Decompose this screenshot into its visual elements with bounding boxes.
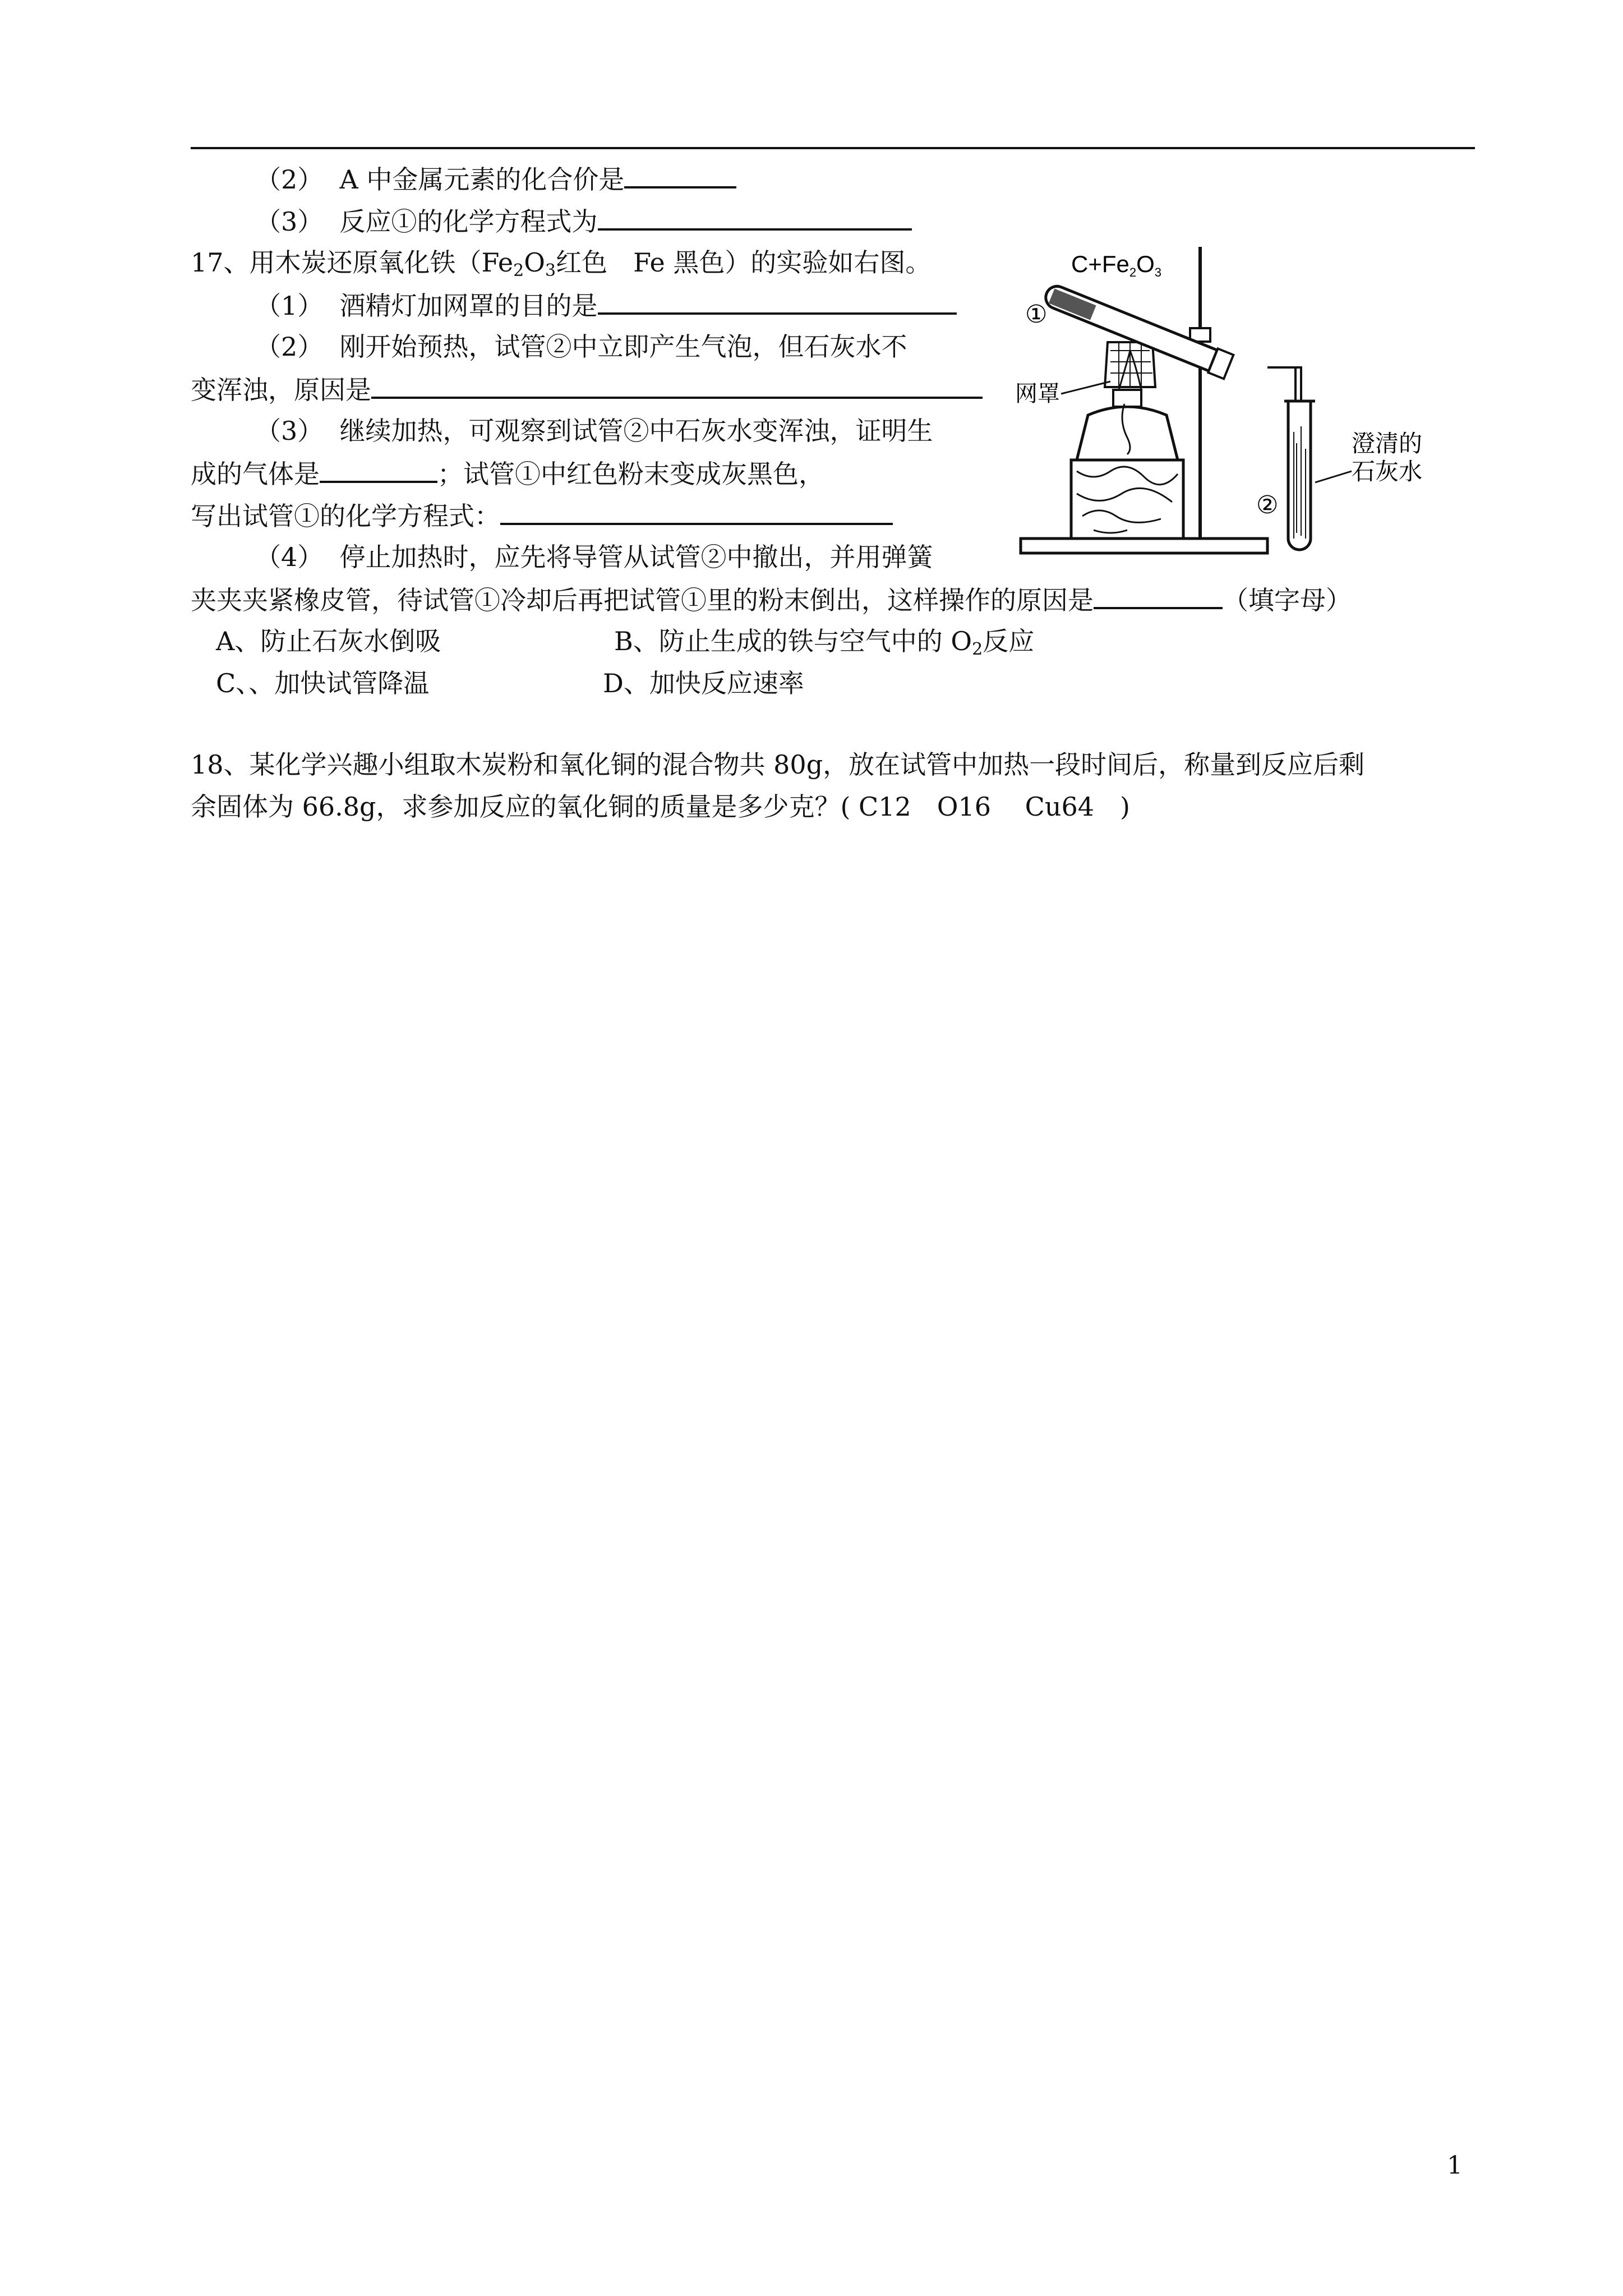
- experiment-apparatus-figure: [1009, 247, 1486, 561]
- q17-stem-text: 红色 Fe 黑色）的实验如右图。: [556, 247, 932, 278]
- subscript: 3: [545, 261, 556, 280]
- answer-blank[interactable]: [598, 205, 912, 231]
- option-d: [603, 668, 804, 699]
- answer-blank[interactable]: [500, 499, 893, 525]
- q17-part3-text: 写出试管①的化学方程式：: [191, 501, 500, 531]
- q17-stem-text: O: [524, 247, 545, 278]
- option-a: [216, 625, 441, 657]
- lamp-neck: [1113, 390, 1141, 407]
- q17-part2: [255, 331, 907, 362]
- answer-blank[interactable]: [624, 163, 736, 188]
- q17-part2-text: 刚开始预热，试管②中立即产生气泡，但石灰水不: [339, 332, 907, 362]
- q17-part3-continued: [191, 457, 824, 490]
- delivery-tube: [1267, 367, 1301, 404]
- option-d-text: D、加快反应速率: [603, 668, 804, 698]
- q16-part3-text: 反应①的化学方程式为: [339, 206, 598, 237]
- q17-stem: [191, 247, 931, 278]
- limewater-pointer: [1315, 471, 1352, 482]
- answer-blank[interactable]: [320, 457, 437, 483]
- q17-part2-text: 变浑浊，原因是: [191, 375, 371, 405]
- stand-base: [1021, 539, 1267, 553]
- q17-part2-number: （2）: [255, 332, 324, 362]
- reactants-label: C+Fe2O3: [1071, 251, 1162, 279]
- q18-text: 18、某化学兴趣小组取木炭粉和氧化铜的混合物共 80g，放在试管中加热一段时间后，称量到反应后剩: [191, 749, 1365, 780]
- limewater-label-line2: 石灰水: [1352, 458, 1423, 485]
- test-tube-2: [1284, 401, 1315, 550]
- q17-part2-continued: [191, 373, 983, 406]
- alcohol-lamp: [1077, 407, 1178, 460]
- q17-part3: [255, 415, 933, 447]
- answer-blank[interactable]: [1094, 583, 1223, 609]
- tube-2-label: ②: [1256, 491, 1279, 519]
- option-b: [614, 625, 1034, 657]
- q16-part2-number: （2）: [255, 164, 324, 195]
- option-c: [216, 668, 429, 699]
- subscript: 2: [513, 261, 524, 280]
- q17-part4: [255, 541, 933, 573]
- q17-part4-text: 夹夹夹紧橡皮管，待试管①冷却后再把试管①里的粉末倒出，这样操作的原因是: [191, 585, 1094, 615]
- mesh-label: 网罩: [1015, 381, 1060, 406]
- q17-part1: [255, 289, 957, 321]
- q18-line1: [191, 749, 1364, 780]
- subscript: 2: [972, 639, 983, 659]
- option-b-text: 反应: [983, 626, 1035, 656]
- answer-blank[interactable]: [598, 289, 957, 315]
- mesh-pointer: [1061, 381, 1110, 394]
- q18-line2: [191, 791, 1130, 822]
- answer-blank[interactable]: [371, 373, 983, 399]
- header-rule: [191, 147, 1475, 149]
- q17-part4-continued: [191, 583, 1352, 616]
- q17-part4-text: （填字母）: [1223, 585, 1352, 615]
- limewater-label-line1: 澄清的: [1352, 430, 1423, 457]
- mesh-grid: [1110, 342, 1152, 387]
- q17-part3-text: 继续加热，可观察到试管②中石灰水变浑浊，证明生: [339, 416, 933, 446]
- option-a-text: A、防止石灰水倒吸: [216, 626, 441, 656]
- q16-part2-text: A 中金属元素的化合价是: [339, 164, 625, 195]
- option-c-text: C、、加快试管降温: [216, 668, 430, 698]
- page-number: 1: [1447, 2151, 1463, 2180]
- q17-part3-text: ；试管①中红色粉末变成灰黑色，: [437, 459, 824, 489]
- q17-part4-number: （4）: [255, 542, 324, 572]
- option-b-text: B、防止生成的铁与空气中的 O: [614, 626, 972, 656]
- q17-stem-text: 17、用木炭还原氧化铁（Fe: [191, 247, 514, 278]
- q16-part3-number: （3）: [255, 206, 324, 237]
- q16-part3: [255, 205, 912, 237]
- q16-part2: [255, 163, 736, 195]
- q17-part3-number: （3）: [255, 416, 324, 446]
- q17-part1-text: 酒精灯加网罩的目的是: [339, 291, 598, 321]
- q17-part1-number: （1）: [255, 291, 324, 321]
- q17-part3-text: 成的气体是: [191, 459, 320, 489]
- q17-part4-text: 停止加热时，应先将导管从试管②中撤出，并用弹簧: [339, 542, 933, 572]
- q17-part3-equation: [191, 499, 893, 532]
- tube-1-label: ①: [1025, 301, 1048, 328]
- q18-text: 余固体为 66.8g，求参加反应的氧化铜的质量是多少克？( C12 O16 Cu64 ): [191, 792, 1130, 822]
